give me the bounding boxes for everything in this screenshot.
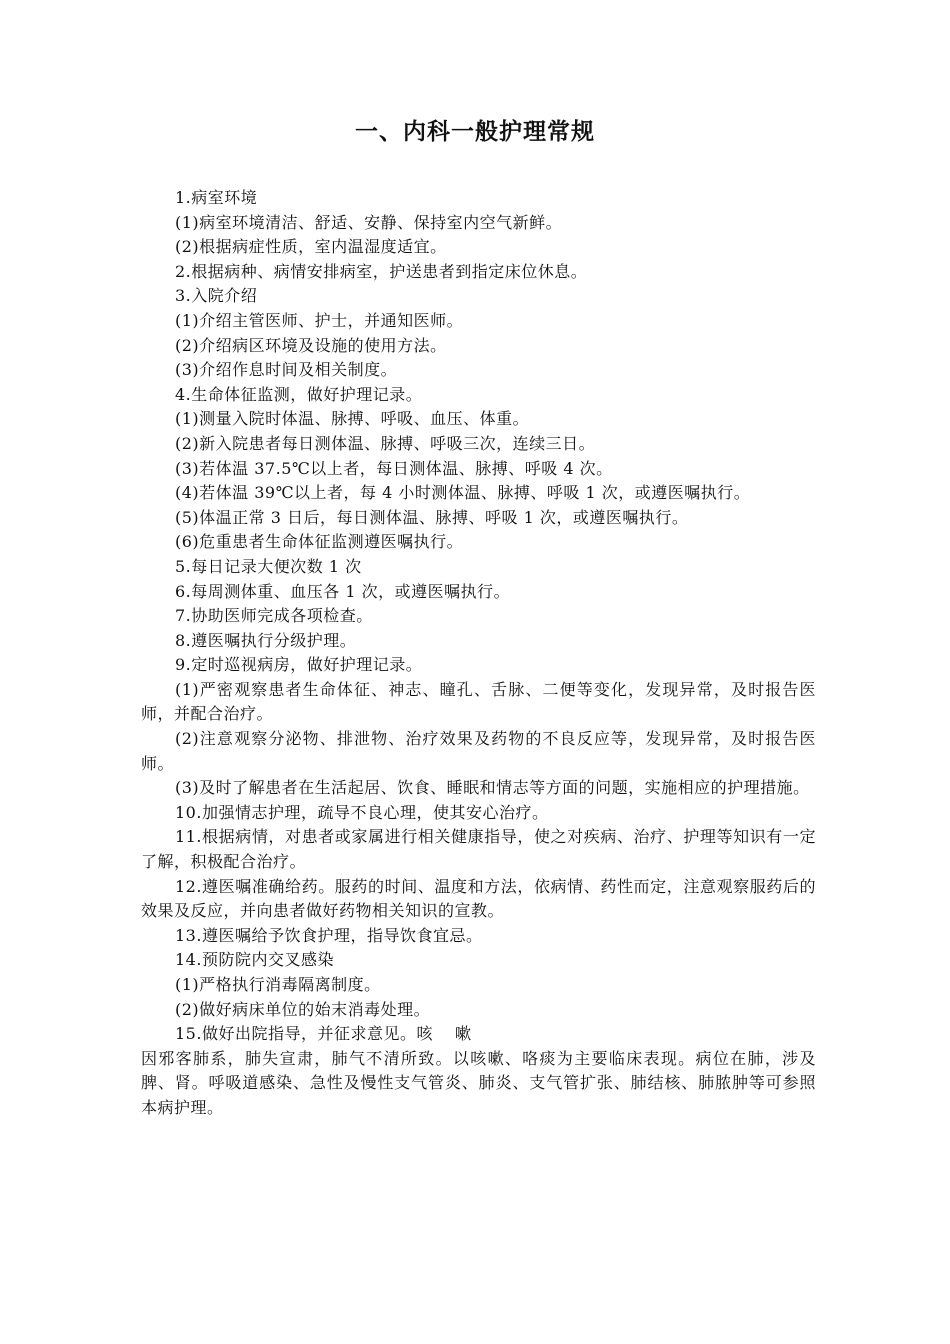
text-line: (1)介绍主管医师、护士，并通知医师。 [175, 310, 464, 330]
text-line: (5)体温正常 3 日后，每日测体温、脉搏、呼吸 1 次，或遵医嘱执行。 [175, 507, 689, 527]
text-line: (2)新入院患者每日测体温、脉搏、呼吸三次，连续三日。 [175, 433, 596, 453]
paragraph: 15.做好出院指导，并征求意见。咳 嗽 [175, 1024, 472, 1044]
paragraph: 13.遵医嘱给予饮食护理，指导饮食宜忌。 [175, 925, 483, 945]
text-line: (2)根据病症性质，室内温湿度适宜。 [175, 237, 447, 257]
paragraph: 11.根据病情，对患者或家属进行相关健康指导，使之对疾病、治疗、护理等知识有一定了解，积极配合治疗。 [141, 827, 816, 872]
text-line: (3)介绍作息时间及相关制度。 [175, 360, 398, 380]
paragraph: 14.预防院内交叉感染 [175, 950, 334, 970]
paragraph: (2)做好病床单位的始末消毒处理。 [175, 999, 431, 1019]
text-line: (2)介绍病区环境及设施的使用方法。 [175, 335, 447, 355]
text-line: 2.根据病种、病情安排病室，护送患者到指定床位休息。 [175, 261, 588, 281]
paragraph: (2)注意观察分泌物、排泄物、治疗效果及药物的不良反应等，发现异常，及时报告医师。 [141, 729, 816, 773]
text-line: 8.遵医嘱执行分级护理。 [175, 630, 357, 650]
text-line: 5.每日记录大便次数 1 次 [175, 556, 362, 576]
text-line: 1.病室环境 [175, 188, 258, 207]
document-body [141, 186, 816, 1121]
text-line: (3)若体温 37.5℃以上者，每日测体温、脉搏、呼吸 4 次。 [175, 458, 613, 478]
page-title: 一、内科一般护理常规 [355, 119, 595, 145]
text-line: 7.协助医师完成各项检查。 [175, 606, 373, 626]
text-line: 4.生命体征监测，做好护理记录。 [175, 384, 423, 404]
text-line: (4)若体温 39℃以上者，每 4 小时测体温、脉搏、呼吸 1 次，或遵医嘱执行。 [175, 483, 751, 503]
text-line: 3.入院介绍 [175, 286, 258, 306]
text-line: (1)病室环境清洁、舒适、安静、保持室内空气新鲜。 [175, 212, 563, 232]
text-line: (6)危重患者生命体征监测遵医嘱执行。 [175, 532, 464, 552]
cough-section-paragraph: 因邪客肺系，肺失宣肃，肺气不清所致。以咳嗽、咯痰为主要临床表现。病位在肺，涉及脾、肾。呼吸道感染、急性及慢性支气管炎、肺炎、支气管扩张、肺结核、肺脓肿等可参照本病护理。 [141, 1048, 816, 1117]
paragraph: 10.加强情志护理，疏导不良心理，使其安心治疗。 [175, 802, 549, 822]
paragraph: (3)及时了解患者在生活起居、饮食、睡眠和情志等方面的问题，实施相应的护理措施。 [175, 778, 810, 798]
paragraph: (1)严格执行消毒隔离制度。 [175, 975, 381, 994]
text-line: 9.定时巡视病房，做好护理记录。 [175, 655, 423, 675]
text-line: (1)测量入院时体温、脉搏、呼吸、血压、体重。 [175, 409, 530, 429]
paragraph: (1)严密观察患者生命体征、神志、瞳孔、舌脉、二便等变化，发现异常，及时报告医师，并配合治疗。 [141, 679, 816, 724]
paragraph: 12.遵医嘱准确给药。服药的时间、温度和方法，依病情、药性而定，注意观察服药后的效果及反应，并向患者做好药物相关知识的宣教。 [141, 876, 816, 921]
text-line: 6.每周测体重、血压各 1 次，或遵医嘱执行。 [175, 581, 511, 601]
